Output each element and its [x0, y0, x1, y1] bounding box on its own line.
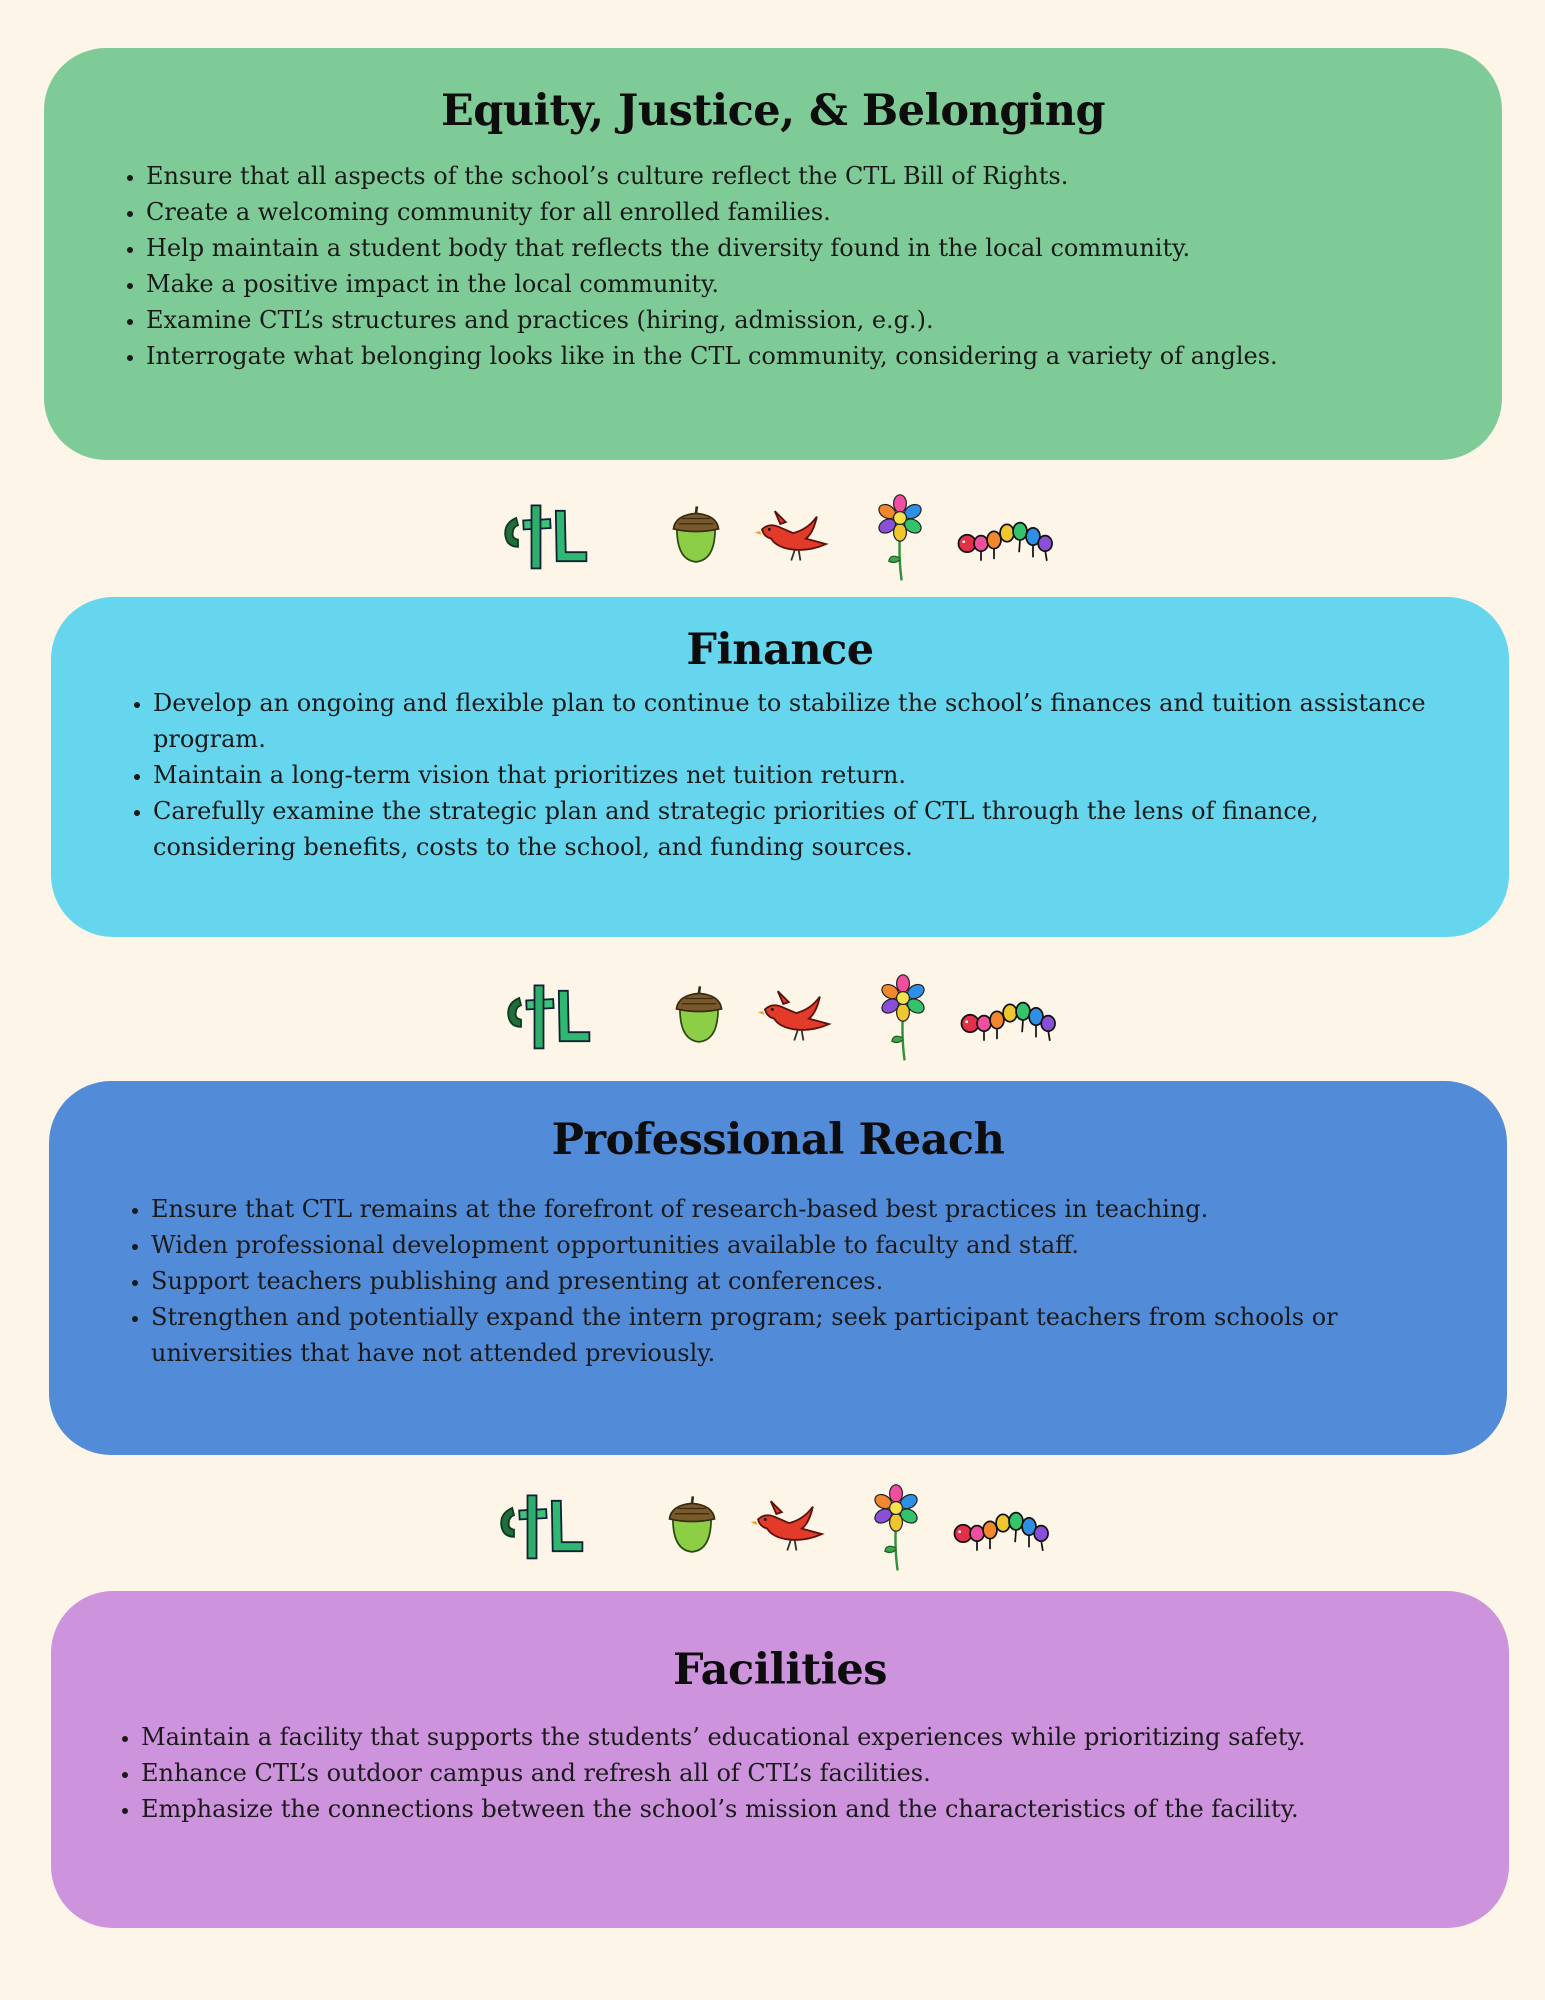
list-item: • Create a welcoming community for all enrolled families. [146, 194, 1502, 230]
bird-icon [751, 1501, 822, 1550]
bird-icon [758, 991, 829, 1040]
section-facilities [51, 1591, 1509, 1928]
list-item: • Ensure that CTL remains at the forefront of research-based best practices in teaching. [151, 1191, 1467, 1227]
list-item: • Maintain a facility that supports the students’ educational experiences while prioritizing safety. [141, 1719, 1509, 1755]
list-item: • Maintain a long-term vision that prioritizes net tuition return. [153, 757, 1449, 793]
list-item: • Help maintain a student body that reflects the diversity found in the local community. [146, 230, 1502, 266]
section-finance [51, 597, 1509, 937]
caterpillar-icon [958, 523, 1052, 561]
flower-icon [879, 975, 926, 1061]
list-item: • Make a positive impact in the local community. [146, 266, 1502, 302]
bird-icon [755, 511, 826, 560]
list-item: • Support teachers publishing and presenting at conferences. [151, 1263, 1467, 1299]
flower-icon [876, 495, 923, 581]
acorn-icon [673, 506, 718, 561]
bullet-list [51, 685, 1509, 865]
bullet-list [51, 1719, 1509, 1827]
icon-divider [496, 1484, 1056, 1574]
section-equity-justice-belonging [44, 48, 1502, 460]
bullet-list [49, 1191, 1507, 1371]
list-item: • Enhance CTL’s outdoor campus and refresh all of CTL’s facilities. [141, 1755, 1509, 1791]
list-item: • Ensure that all aspects of the school’s culture reflect the CTL Bill of Rights. [146, 158, 1502, 194]
flower-icon [872, 1485, 919, 1571]
caterpillar-icon [961, 1003, 1055, 1041]
list-item: • Examine CTL’s structures and practices (hiring, admission, e.g.). [146, 302, 1502, 338]
list-item: • Develop an ongoing and flexible plan to continue to stabilize the school’s finances and tuition assistance program. [153, 685, 1449, 757]
ctl-logo-icon [501, 1495, 582, 1558]
list-item: • Widen professional development opportunities available to faculty and staff. [151, 1227, 1467, 1263]
icon-divider [503, 974, 1063, 1064]
acorn-icon [669, 1496, 714, 1551]
section-title: Finance [686, 625, 874, 675]
section-title: Professional Reach [551, 1115, 1005, 1165]
acorn-icon [676, 986, 721, 1041]
list-item: • Carefully examine the strategic plan and strategic priorities of CTL through the lens of finance, considering benefits, costs to the school, and funding sources. [153, 793, 1449, 865]
caterpillar-icon [954, 1513, 1048, 1551]
list-item: • Emphasize the connections between the school’s mission and the characteristics of the facility. [141, 1791, 1509, 1827]
bullet-list [44, 158, 1502, 374]
section-title: Facilities [673, 1645, 887, 1695]
section-professional-reach [49, 1081, 1507, 1455]
ctl-logo-icon [505, 505, 586, 568]
list-item: • Strengthen and potentially expand the intern program; seek participant teachers from schools or universities that have not attended previously. [151, 1299, 1467, 1371]
section-title: Equity, Justice, & Belonging [440, 86, 1106, 136]
ctl-logo-icon [508, 985, 589, 1048]
icon-divider [500, 494, 1060, 584]
list-item: • Interrogate what belonging looks like in the CTL community, considering a variety of angles. [146, 338, 1502, 374]
